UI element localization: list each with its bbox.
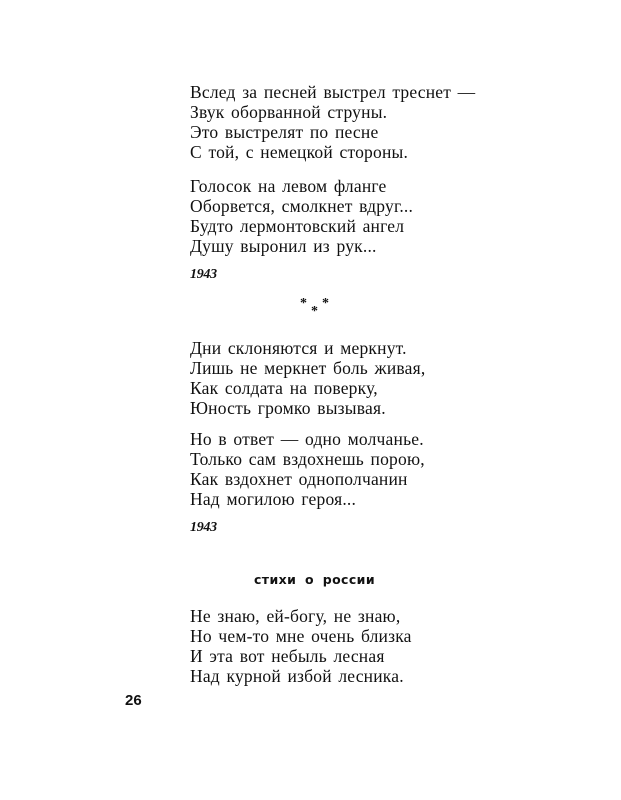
poem-stanza-2 xyxy=(190,176,413,256)
asterisk-icon: * xyxy=(311,304,318,319)
poem-line: Душу выронил из рук... xyxy=(190,236,377,256)
poem-line: Как вздохнет однополчанин xyxy=(190,469,408,489)
poem-line: Голосок на левом фланге xyxy=(190,176,387,196)
poem-line: Только сам вздохнешь порою, xyxy=(190,449,425,469)
asterisk-icon: * xyxy=(322,296,329,311)
poem-line: Звук оборванной струны. xyxy=(190,102,388,122)
poem-date: 1943 xyxy=(190,267,217,282)
poem-line: С той, с немецкой стороны. xyxy=(190,142,409,162)
asterisk-icon: * xyxy=(300,296,307,311)
poem-line: Юность громко вызывая. xyxy=(190,398,386,418)
poem-line: Будто лермонтовский ангел xyxy=(190,216,405,236)
section-title: стихи о россии xyxy=(254,572,375,587)
poem-line: Лишь не меркнет боль живая, xyxy=(190,358,426,378)
page-number: 26 xyxy=(125,692,142,709)
poem-stanza-4 xyxy=(190,429,425,509)
poem-line: Не знаю, ей-богу, не знаю, xyxy=(190,606,401,626)
poem-line: Вслед за песней выстрел треснет — xyxy=(190,82,476,102)
poem-stanza-3 xyxy=(190,338,425,418)
poem-line: Но чем-то мне очень близка xyxy=(190,626,412,646)
poem-date: 1943 xyxy=(190,520,217,535)
poem-line: Над курной избой лесника. xyxy=(190,666,404,686)
poem-line: Дни склоняются и меркнут. xyxy=(190,338,407,358)
poem-line: Это выстрелят по песне xyxy=(190,122,379,142)
poem-stanza-1 xyxy=(190,82,475,162)
poem-line: Но в ответ — одно молчанье. xyxy=(190,429,424,449)
poem-line: Над могилою героя... xyxy=(190,489,357,509)
poem-line: Оборвется, смолкнет вдруг... xyxy=(190,196,414,216)
poem-stanza-5 xyxy=(190,606,412,686)
poem-line: И эта вот небыль лесная xyxy=(190,646,385,666)
poem-line: Как солдата на поверку, xyxy=(190,378,378,398)
